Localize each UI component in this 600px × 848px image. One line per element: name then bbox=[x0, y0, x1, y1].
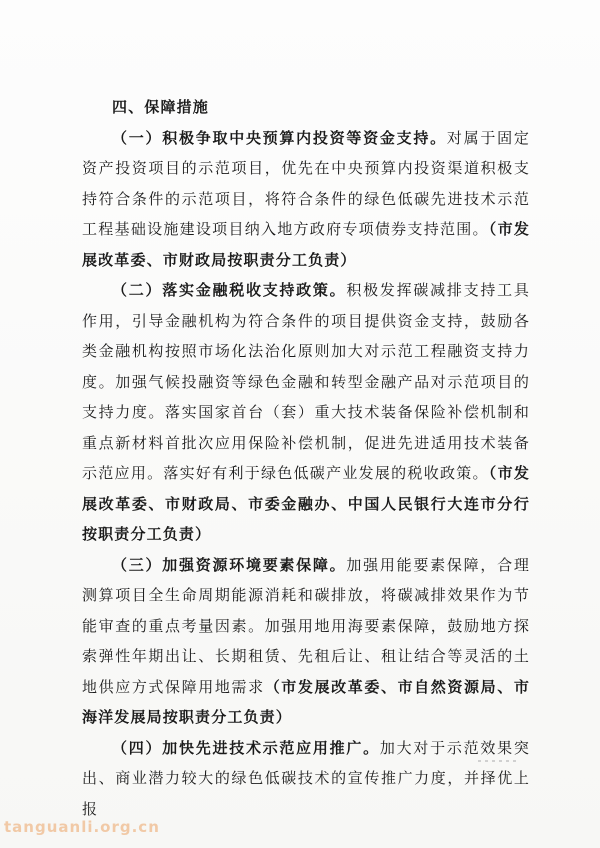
section-heading: 四、保障措施 bbox=[112, 98, 209, 116]
document-body bbox=[82, 92, 530, 824]
paragraph-4 bbox=[82, 733, 530, 825]
site-watermark: tanguanli.org.cn bbox=[4, 818, 160, 836]
paragraph-3 bbox=[82, 550, 530, 733]
paragraph-1-responsibility: （市发展改革委、市财政局按职责分工负责） bbox=[82, 220, 530, 269]
paragraph-2-lead: （二）落实金融税收支持政策。 bbox=[112, 281, 347, 299]
paragraph-4-lead: （四）加快先进技术示范应用推广。 bbox=[112, 738, 380, 757]
paragraph-2 bbox=[82, 275, 530, 550]
paragraph-1-body: 对属于固定资产投资项目的示范项目，优先在中央预算内投资渠道积极支持符合条件的示范项目，将符合条件的绿色低碳先进技术示范工程基础设施建设项目纳入地方政府专项债券支持范围。 bbox=[82, 128, 530, 238]
paragraph-2-responsibility: （市发展改革委、市财政局、市委金融办、中国人民银行大连市分行按职责分工负责） bbox=[82, 464, 530, 543]
paragraph-3-lead: （三）加强资源环境要素保障。 bbox=[112, 555, 347, 574]
paragraph-2-body: 积极发挥碳减排支持工具作用，引导金融机构为符合条件的项目提供资金支持，鼓励各类金融机构按照市场化法治化原则加大对示范工程融资支持力度。加强气候投融资等绿色金融和转型金融产品对示范项目的支持力度。落实国家首台（套）重大技术装备保险补偿机制和重点新材料首批次应用保险补偿机制，促进先进适用技术装备示范应用。落实好有利于绿色低碳产业发展的税收政策。 bbox=[82, 281, 530, 482]
scan-mark bbox=[478, 760, 518, 762]
paragraph-4-body: 加大对于示范效果突出、商业潜力较大的绿色低碳技术的宣传推广力度，并择优上报 bbox=[82, 738, 531, 818]
paragraph-1-lead: （一）积极争取中央预算内投资等资金支持。 bbox=[112, 128, 447, 147]
paragraph-3-responsibility: （市发展改革委、市自然资源局、市海洋发展局按职责分工负责） bbox=[82, 677, 530, 726]
paragraph-1 bbox=[82, 123, 530, 276]
paragraph-3-body: 加强用能要素保障，合理测算项目全生命周期能源消耗和碳排放，将碳减排效果作为节能审查的重点考量因素。加强用地用海要素保障，鼓励地方探索弹性年期出让、长期租赁、先租后让、租让结合等灵活的土地供应方式保障用地需求 bbox=[82, 555, 530, 696]
